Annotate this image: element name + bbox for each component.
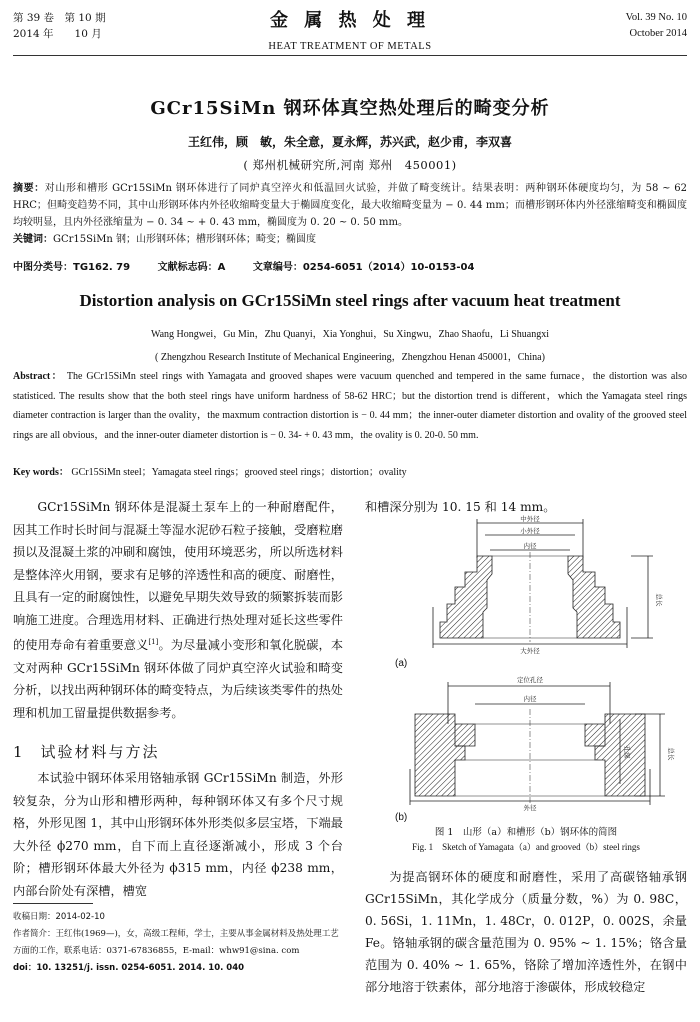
author-bio: 作者简介：王红伟(1969—)，女，高级工程师，学士，主要从事金属材料及热处理工艺方面的工作，联系电话：0371-67836855，E-mail：whw91@sina. com bbox=[13, 929, 339, 956]
figure-caption-en: Fig. 1 Sketch of Yamagata（a）and grooved（b）steel rings bbox=[412, 842, 640, 852]
figure-b-label: (b) bbox=[395, 812, 408, 822]
abstract-cn-label: 摘要： bbox=[13, 183, 45, 194]
abstract-en bbox=[13, 367, 687, 445]
right-column-text: 为提高钢环体的硬度和耐磨性，采用了高碳铬轴承钢 GCr15SiMn，其化学成分（质量分数，%）为 0. 98C，0. 56Si，1. 11Mn，1. 48Cr，0. 012P，0. 002S，余量 Fe。铬轴承钢的碳含量范围为 0. 95% ~ 1. 15%；铬含量范围为 0. 40% ~ 1. 65%，铬除了增加淬透性外，在钢中部分地溶于铁素体，部分地溶于渗碳体，形成较稳定 bbox=[365, 870, 687, 994]
section-1-number: 1 bbox=[13, 743, 25, 761]
document-code: 文献标志码：A bbox=[157, 262, 226, 273]
label-id-b: 内径 bbox=[523, 695, 537, 703]
figure-caption-cn: 图 1 山形（a）和槽形（b）钢环体的简图 bbox=[434, 827, 618, 838]
volume-cn: 第 39 卷 第 10 期 bbox=[13, 12, 106, 24]
figure-a-label: (a) bbox=[395, 658, 408, 669]
right-top-text: 和槽深分别为 10. 15 和 14 mm。 bbox=[365, 500, 556, 514]
section-1-paragraph bbox=[13, 767, 343, 902]
section-1-text: 本试验中钢环体采用铬轴承钢 GCr15SiMn 制造，外形较复杂，分为山形和槽形两种，每种钢环体又有多个尺寸规格，外形见图 1，其中山形钢环体外形类似多层宝塔，下端最大外径 ϕ270 mm，自下而上直径逐渐减小，形成 3 个台阶；槽形钢环体最大外径为 ϕ315 mm，内径 ϕ238 mm，内部台阶处有深槽，槽宽 bbox=[13, 771, 343, 898]
label-length-a: 总长 bbox=[655, 593, 663, 607]
footnote-rule bbox=[13, 903, 93, 904]
received-date: 收稿日期：2014-02-10 bbox=[13, 912, 105, 922]
authors-cn: 王红伟，顾 敏，朱全意，夏永辉，苏兴武，赵少甫，李双喜 bbox=[187, 135, 512, 149]
label-mid-od: 中外径 bbox=[520, 515, 540, 523]
date-en: October 2014 bbox=[629, 28, 687, 39]
header-rule bbox=[13, 55, 687, 56]
sketch-a bbox=[433, 519, 653, 648]
label-locate-hole: 定位孔径 bbox=[517, 676, 543, 684]
label-small-od: 小外径 bbox=[520, 527, 540, 535]
label-id-a: 内径 bbox=[523, 542, 537, 550]
abstract-cn-text: 对山形和槽形 GCr15SiMn 钢环体进行了同炉真空淬火和低温回火试验，并做了畸变统计。结果表明：两种钢环体硬度均匀，为 58 ~ 62 HRC；但畸变趋势不同，其中山形钢环体内外径收缩畸变量大于椭圆度变化，最大收缩畸变量为 − 0. 44 mm；而槽形钢环体内外径涨缩畸变和椭圆度均较明显，且内外径涨缩量为 − 0. 34 ~ + 0. 43 mm，椭圆度为 0. 20 ~ 0. 50 mm。 bbox=[13, 183, 687, 228]
intro-paragraph bbox=[13, 496, 343, 724]
section-1-heading bbox=[13, 741, 160, 762]
abstract-cn bbox=[13, 180, 687, 248]
journal-name-en: HEAT TREATMENT OF METALS bbox=[268, 41, 432, 52]
authors-en: Wang Hongwei，Gu Min，Zhu Quanyi，Xia Yonghui，Su Xingwu，Zhao Shaofu，Li Shuangxi bbox=[150, 329, 550, 340]
figure-1-sketch bbox=[395, 514, 685, 822]
right-column-paragraph bbox=[365, 866, 687, 998]
affiliation-en: ( Zhengzhou Research Institute of Mechanical Engineering，Zhengzhou Henan 450001，China) bbox=[155, 352, 545, 363]
classification-line bbox=[13, 258, 498, 273]
article-number: 文章编号：0254-6051（2014）10-0153-04 bbox=[252, 262, 475, 273]
volume-en: Vol. 39 No. 10 bbox=[625, 12, 687, 23]
intro-text-1: GCr15SiMn 钢环体是混凝土泵车上的一种耐磨配件，因其工作时长时间与混凝土等湿水泥砂石粒子接触，受磨粒磨损以及混凝土浆的冲刷和腐蚀，使用环境恶劣，所以所选材料是整体淬火用钢，要求有足够的淬透性和高的硬度、耐磨性，且具有一定的耐腐蚀性，以避免早期失效导致的频繁拆装而影响施工进度。合理选用材料、正确进行热处理对延长这些零件的使用寿命有着重要意义 bbox=[13, 500, 343, 653]
header-center bbox=[0, 6, 700, 52]
keywords-en bbox=[13, 463, 407, 478]
label-large-od: 大外径 bbox=[520, 647, 540, 655]
footnotes bbox=[13, 909, 343, 977]
journal-logo-cn: 金 属 热 处 理 bbox=[269, 10, 431, 31]
label-od-b: 外径 bbox=[523, 804, 537, 812]
reference-marker: [1] bbox=[148, 638, 159, 646]
doi: doi：10. 13251/j. issn. 0254-6051. 2014. 10. 040 bbox=[13, 963, 245, 973]
label-length-b: 总长 bbox=[667, 747, 675, 761]
label-hole-depth: 孔深 bbox=[623, 745, 631, 759]
section-1-title: 试验材料与方法 bbox=[40, 743, 160, 761]
title-cn: GCr15SiMn 钢环体真空热处理后的畸变分析 bbox=[150, 98, 550, 119]
date-cn: 2014 年 10 月 bbox=[13, 28, 102, 40]
sketch-b bbox=[410, 682, 665, 805]
header-right bbox=[626, 10, 687, 42]
abstract-en-label: Abstract： bbox=[13, 371, 64, 382]
abstract-en-text: The GCr15SiMn steel rings with Yamagata and grooved shapes were vacuum quenched and tempered in the same furnace，the distortion was also statisticed. The results show that the both steel rings have uniform hardness of 58-62 HRC；but the distortion trend is different，which the Yamagata steel rings diameter contraction is larger than the ovality，the maxmum contraction distortion is − 0. 44 mm；the inner-outer diameter distortion and ovality of the grooved steel rings are all obvious，and the inner-outer diameter distortion is − 0. 34- + 0. 43 mm，the ovality is 0. 20-0. 50 mm. bbox=[13, 371, 687, 441]
title-en: Distortion analysis on GCr15SiMn steel rings after vacuum heat treatment bbox=[79, 291, 621, 310]
keywords-cn-text: GCr15SiMn 钢；山形钢环体；槽形钢环体；畸变；椭圆度 bbox=[53, 234, 317, 245]
keywords-en-label: Key words： bbox=[13, 467, 69, 478]
keywords-en-text: GCr15SiMn steel；Yamagata steel rings；grooved steel rings；distortion；ovality bbox=[71, 467, 407, 478]
keywords-cn-label: 关键词： bbox=[13, 234, 53, 245]
affiliation-cn: ( 郑州机械研究所,河南 郑州 450001) bbox=[243, 158, 457, 172]
intro-text-2: 。为尽量减小变形和氧化脱碳，本文对两种 GCr15SiMn 钢环体做了同炉真空淬火试验和畸变分析，以找出两种钢环体的畸变特点，为后续该类零件的热处理和机加工留量提供数据参考。 bbox=[13, 638, 344, 720]
clc-number: 中图分类号：TG162. 79 bbox=[13, 262, 131, 273]
